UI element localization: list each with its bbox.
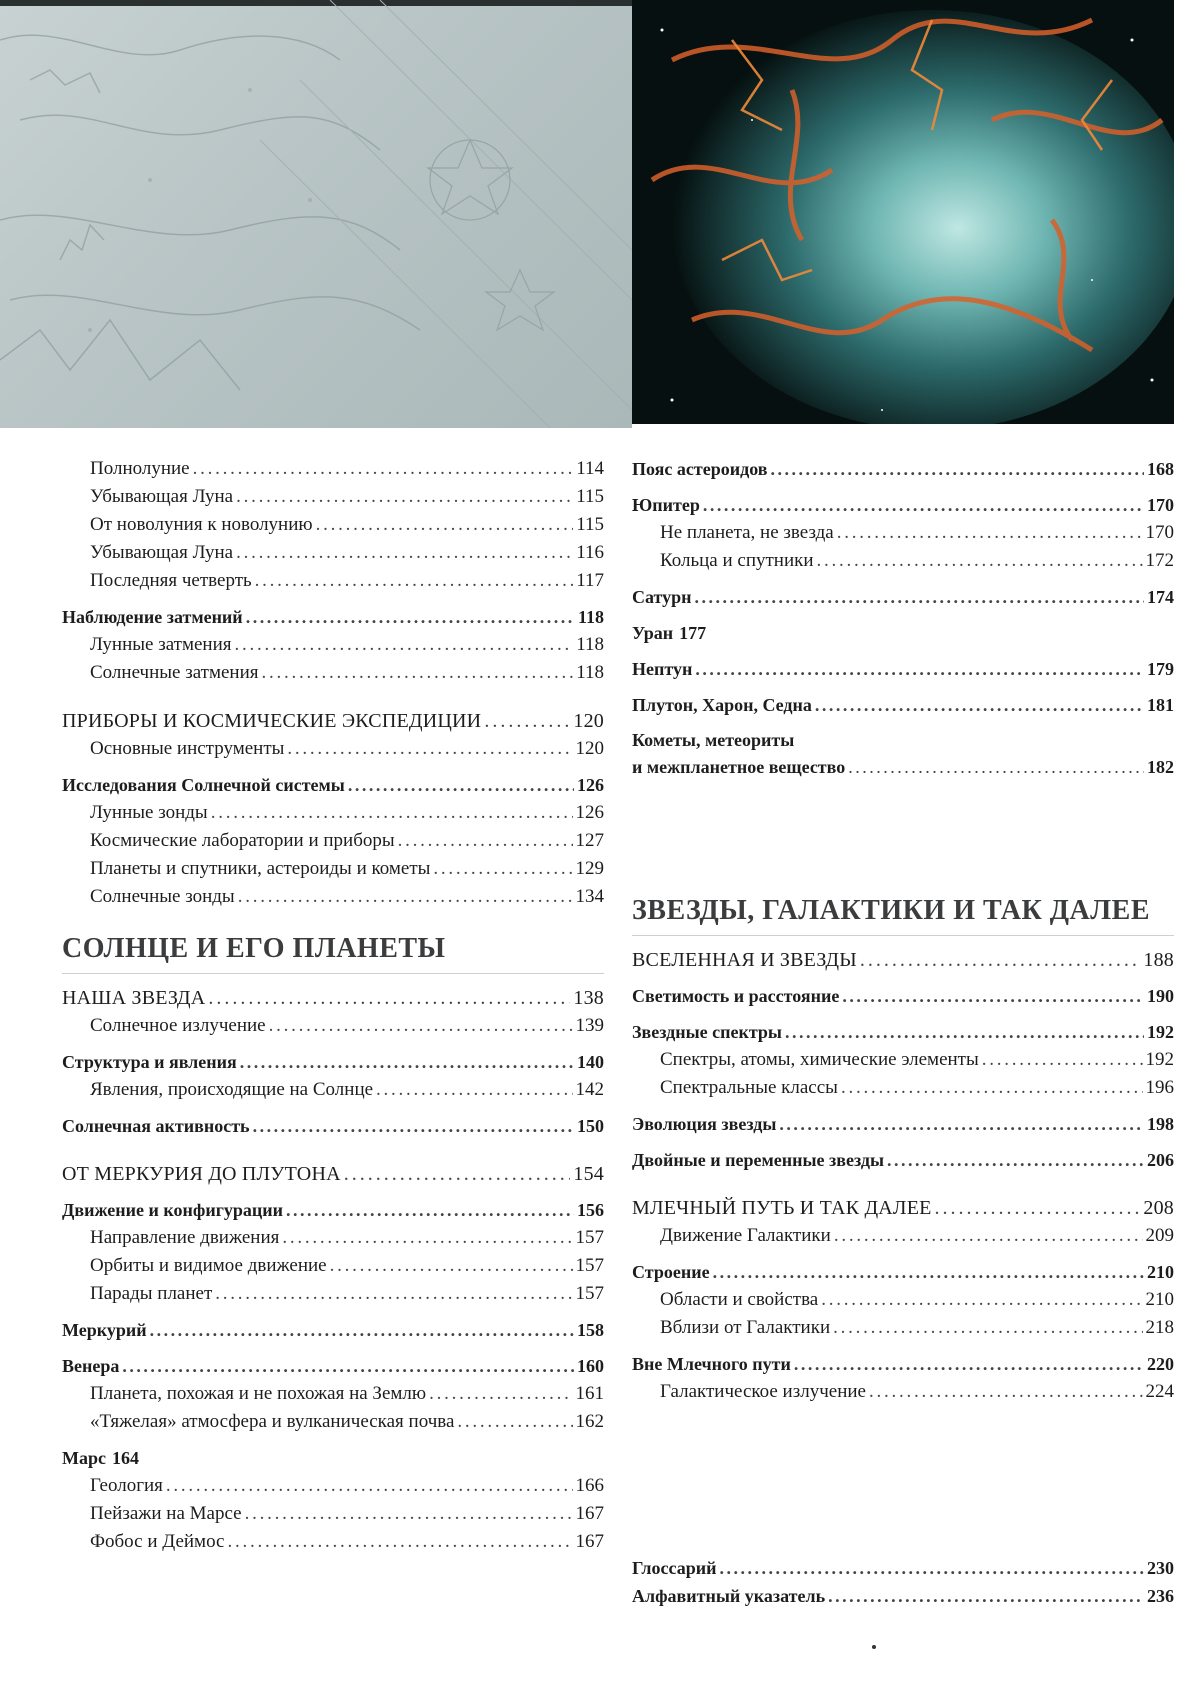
toc-entry[interactable]	[632, 1350, 1174, 1378]
toc-entry-title: Солнечные зонды	[90, 886, 235, 907]
page-number: 182	[1147, 757, 1174, 777]
toc-entry[interactable]	[62, 659, 604, 687]
leader-dots	[282, 1224, 572, 1252]
toc-entry[interactable]	[632, 455, 1174, 483]
page-number: 218	[1145, 1317, 1174, 1338]
leader-dots	[935, 1194, 1141, 1222]
page-number: 179	[1147, 659, 1174, 679]
leader-dots	[398, 827, 573, 855]
toc-entry-title: Движение Галактики	[660, 1225, 831, 1246]
leader-dots	[255, 567, 574, 595]
page-number: 192	[1145, 1049, 1174, 1070]
leader-dots	[348, 771, 574, 799]
toc-entry[interactable]	[62, 483, 604, 511]
page-number: 170	[1145, 522, 1174, 543]
toc-entry-title: Меркурий	[62, 1320, 147, 1340]
toc-entry[interactable]	[632, 583, 1174, 611]
toc-entry[interactable]	[632, 1074, 1174, 1102]
toc-entry-title: ПРИБОРЫ И КОСМИЧЕСКИЕ ЭКСПЕДИЦИИ	[62, 710, 482, 732]
toc-entry-title: Исследования Солнечной системы	[62, 775, 345, 795]
toc-entry[interactable]	[632, 1582, 1174, 1610]
toc-entry[interactable]	[62, 455, 604, 483]
page-number: 139	[575, 1015, 604, 1036]
toc-entry[interactable]	[632, 1222, 1174, 1250]
leader-dots	[982, 1046, 1143, 1074]
leader-dots	[695, 583, 1144, 611]
toc-entry-title: Движение и конфигурации	[62, 1200, 284, 1220]
toc-entries-continued	[62, 455, 604, 911]
page-number: 117	[576, 570, 604, 591]
page-number: 126	[575, 802, 604, 823]
toc-entry-title: Полнолуние	[90, 458, 190, 479]
toc-entry-title: Направление движения	[90, 1227, 280, 1248]
toc-entry-title: Нептун	[632, 659, 693, 679]
leader-dots	[841, 1074, 1143, 1102]
leader-dots	[817, 547, 1143, 575]
toc-entry-title: Эволюция звезды	[632, 1114, 777, 1134]
toc-entry-title: Фобос и Деймос	[90, 1531, 225, 1552]
toc-entry-title: Строение	[632, 1262, 710, 1282]
toc-entry[interactable]	[62, 1048, 604, 1076]
leader-dots	[253, 1112, 574, 1140]
page-number: 210	[1145, 1289, 1174, 1310]
toc-entry-title: Двойные и переменные звезды	[632, 1150, 885, 1170]
toc-entry-title: Юпитер	[632, 495, 700, 515]
toc-entry[interactable]	[632, 691, 1174, 719]
toc-entry-title: Вне Млечного пути	[632, 1354, 791, 1374]
toc-entry[interactable]	[62, 827, 604, 855]
page-number: 156	[577, 1200, 604, 1220]
leader-dots	[848, 753, 1144, 781]
page-number: 118	[577, 607, 604, 627]
leader-dots	[227, 1528, 572, 1556]
leader-dots	[122, 1352, 574, 1380]
leader-dots	[286, 1196, 574, 1224]
toc-entry-title: Лунные зонды	[90, 802, 208, 823]
toc-entry-title: Спектральные классы	[660, 1077, 838, 1098]
toc-entry[interactable]	[62, 855, 604, 883]
page-number: 188	[1143, 949, 1174, 971]
page-number: 129	[575, 858, 604, 879]
toc-entry-title: Вблизи от Галактики	[660, 1317, 831, 1338]
toc-entry-title: Марс	[62, 1448, 106, 1468]
page-number: 208	[1143, 1197, 1174, 1219]
leader-dots	[376, 1076, 572, 1104]
toc-entry[interactable]	[632, 655, 1174, 683]
toc-entry[interactable]	[62, 1408, 604, 1436]
leader-dots	[828, 1582, 1144, 1610]
leader-dots	[150, 1316, 574, 1344]
leader-dots	[860, 946, 1141, 974]
page-number: 162	[575, 1411, 604, 1432]
page-number: 236	[1147, 1586, 1174, 1606]
leader-dots	[215, 1280, 572, 1308]
toc-entry[interactable]	[62, 539, 604, 567]
toc-entries-sun	[62, 984, 604, 1556]
leader-dots	[785, 1018, 1144, 1046]
toc-entry[interactable]	[632, 946, 1174, 974]
toc-entry-title: Убывающая Луна	[90, 486, 234, 507]
leader-dots	[193, 455, 574, 483]
toc-entry-title: Планета, похожая и не похожая на Землю	[90, 1383, 427, 1404]
leader-dots	[887, 1146, 1144, 1174]
toc-entry[interactable]	[632, 619, 1174, 647]
toc-entry[interactable]	[62, 511, 604, 539]
page-number: 118	[576, 662, 604, 683]
toc-entry-title: Орбиты и видимое движение	[90, 1255, 327, 1276]
leader-dots	[240, 1048, 574, 1076]
leader-dots	[869, 1378, 1143, 1406]
page-number: 190	[1147, 986, 1174, 1006]
toc-entry[interactable]	[62, 1528, 604, 1556]
toc-entry[interactable]	[632, 1286, 1174, 1314]
page-number: 138	[573, 987, 604, 1009]
leader-dots	[262, 659, 574, 687]
toc-entry[interactable]	[632, 1018, 1174, 1046]
toc-entry[interactable]	[62, 1380, 604, 1408]
toc-entry-title: Сатурн	[632, 587, 692, 607]
toc-entry-title: МЛЕЧНЫЙ ПУТЬ И ТАК ДАЛЕЕ	[632, 1197, 932, 1219]
page-number: 154	[573, 1163, 604, 1185]
section-title-sun: СОЛНЦЕ И ЕГО ПЛАНЕТЫ	[62, 931, 604, 974]
page-number: 126	[577, 775, 604, 795]
toc-entry[interactable]	[632, 491, 1174, 519]
old-map-illustration	[0, 0, 632, 428]
toc-entry[interactable]	[632, 982, 1174, 1010]
page-number: 115	[576, 514, 604, 535]
leader-dots	[166, 1472, 573, 1500]
toc-entry-title: Плутон, Харон, Седна	[632, 695, 812, 715]
toc-entry[interactable]	[62, 707, 604, 735]
toc-entry[interactable]	[632, 1146, 1174, 1174]
toc-entry[interactable]	[62, 1280, 604, 1308]
toc-entry-title: Спектры, атомы, химические элементы	[660, 1049, 979, 1070]
leader-dots	[245, 1500, 573, 1528]
toc-entry-title: Венера	[62, 1356, 120, 1376]
toc-entry[interactable]	[62, 984, 604, 1012]
toc-entry-title: НАША ЗВЕЗДА	[62, 987, 206, 1009]
page-number: 168	[1147, 459, 1174, 479]
leader-dots	[703, 491, 1144, 519]
toc-entry-title: Лунные затмения	[90, 634, 232, 655]
page-number: 157	[575, 1227, 604, 1248]
page-number: 134	[575, 886, 604, 907]
toc-right-column	[632, 455, 1174, 1610]
toc-entry-comets-line2: и межпланетное вещество	[632, 757, 846, 777]
toc-entry[interactable]	[62, 1112, 604, 1140]
toc-entries-planets	[632, 455, 1174, 719]
page-number: 192	[1147, 1022, 1174, 1042]
leader-dots	[842, 982, 1144, 1010]
page-number: 157	[575, 1255, 604, 1276]
page-number: 224	[1145, 1381, 1174, 1402]
page-number: 196	[1145, 1077, 1174, 1098]
page-number: 120	[575, 738, 604, 759]
toc-entry-title: Структура и явления	[62, 1052, 237, 1072]
page-number: 157	[575, 1283, 604, 1304]
toc-entry[interactable]	[62, 1472, 604, 1500]
leader-dots	[246, 603, 575, 631]
page-number: 220	[1147, 1354, 1174, 1374]
toc-entry[interactable]	[62, 1444, 604, 1472]
page-number: 209	[1145, 1225, 1174, 1246]
page-number: 127	[575, 830, 604, 851]
toc-entry-title: Глоссарий	[632, 1558, 717, 1578]
leader-dots	[344, 1160, 571, 1188]
toc-entry[interactable]	[632, 519, 1174, 547]
page-number: 181	[1147, 695, 1174, 715]
toc-entry-title: Светимость и расстояние	[632, 986, 840, 1006]
toc-entry-title: Солнечные затмения	[90, 662, 259, 683]
toc-entry-title: Галактическое излучение	[660, 1381, 866, 1402]
page-number: 172	[1145, 550, 1174, 571]
toc-entry-title: Не планета, не звезда	[660, 522, 834, 543]
toc-entry[interactable]	[632, 1258, 1174, 1286]
page-number: 174	[1147, 587, 1174, 607]
page-number: 177	[679, 623, 707, 643]
page-number: 166	[575, 1475, 604, 1496]
toc-entry[interactable]	[632, 1378, 1174, 1406]
toc-entry[interactable]	[62, 631, 604, 659]
leader-dots	[779, 1110, 1144, 1138]
toc-entry-title: Планеты и спутники, астероиды и кометы	[90, 858, 431, 879]
toc-entry[interactable]	[62, 1012, 604, 1040]
toc-entry-title: Явления, происходящие на Солнце	[90, 1079, 374, 1100]
toc-entry[interactable]	[62, 1252, 604, 1280]
toc-entry[interactable]	[632, 1314, 1174, 1342]
page-number: 167	[575, 1503, 604, 1524]
toc-entry-title: Космические лаборатории и приборы	[90, 830, 395, 851]
toc-entry[interactable]	[62, 1224, 604, 1252]
page-number: 115	[576, 486, 604, 507]
page-number: 210	[1147, 1262, 1174, 1282]
leader-dots	[316, 511, 574, 539]
page-number: 160	[577, 1356, 604, 1376]
page-mark-dot	[872, 1645, 876, 1649]
leader-dots	[719, 1554, 1144, 1582]
page-number: 198	[1147, 1114, 1174, 1134]
toc-entry-title: Геология	[90, 1475, 163, 1496]
toc-entry[interactable]	[62, 883, 604, 911]
toc-entry[interactable]	[632, 1554, 1174, 1582]
toc-entry[interactable]	[62, 1196, 604, 1224]
toc-entry-comets-line1: Кометы, метеориты	[632, 730, 795, 750]
leader-dots	[815, 691, 1144, 719]
toc-entry-title: Пояс астероидов	[632, 459, 768, 479]
toc-entry[interactable]	[632, 1046, 1174, 1074]
toc-entry[interactable]	[62, 1076, 604, 1104]
toc-entry-title: Области и свойства	[660, 1289, 819, 1310]
toc-entry[interactable]	[62, 1500, 604, 1528]
page-number: 150	[577, 1116, 604, 1136]
leader-dots	[238, 883, 573, 911]
toc-entry-title: Убывающая Луна	[90, 542, 234, 563]
leader-dots	[211, 799, 573, 827]
toc-entry[interactable]	[62, 1316, 604, 1344]
leader-dots	[287, 735, 572, 763]
toc-left-column	[62, 455, 604, 1556]
toc-entry-title: Уран	[632, 623, 674, 643]
leader-dots	[234, 631, 573, 659]
page-number: 114	[576, 458, 604, 479]
page-number: 161	[575, 1383, 604, 1404]
leader-dots	[236, 539, 573, 567]
toc-entry-title: Пейзажи на Марсе	[90, 1503, 242, 1524]
leader-dots	[834, 1222, 1143, 1250]
page-number: 170	[1147, 495, 1174, 515]
toc-entry-title: Кольца и спутники	[660, 550, 814, 571]
toc-entry-title: Парады планет	[90, 1283, 213, 1304]
leader-dots	[821, 1286, 1142, 1314]
page-number: 206	[1147, 1150, 1174, 1170]
toc-entry-title: Последняя четверть	[90, 570, 252, 591]
toc-entry-title: Звездные спектры	[632, 1022, 782, 1042]
leader-dots	[695, 655, 1144, 683]
page-number: 116	[576, 542, 604, 563]
leader-dots	[770, 455, 1144, 483]
crab-nebula-photo	[632, 0, 1174, 424]
page-number: 167	[575, 1531, 604, 1552]
toc-entry-title: От новолуния к новолунию	[90, 514, 313, 535]
header-artwork	[0, 0, 1200, 428]
toc-back-matter	[632, 1554, 1174, 1610]
toc-entry-title: ВСЕЛЕННАЯ И ЗВЕЗДЫ	[632, 949, 857, 971]
page-number: 158	[577, 1320, 604, 1340]
leader-dots	[794, 1350, 1144, 1378]
leader-dots	[429, 1380, 572, 1408]
toc-entry[interactable]	[62, 567, 604, 595]
leader-dots	[433, 855, 572, 883]
leader-dots	[833, 1314, 1142, 1342]
toc-entry[interactable]	[62, 1160, 604, 1188]
section-title-stars: ЗВЕЗДЫ, ГАЛАКТИКИ И ТАК ДАЛЕЕ	[632, 893, 1174, 936]
leader-dots	[330, 1252, 573, 1280]
toc-entry-title: Солнечное излучение	[90, 1015, 266, 1036]
toc-entry-title: «Тяжелая» атмосфера и вулканическая почва	[90, 1411, 455, 1432]
toc-entry[interactable]	[62, 771, 604, 799]
page-number: 142	[575, 1079, 604, 1100]
leader-dots	[484, 707, 570, 735]
leader-dots	[269, 1012, 573, 1040]
page-number: 118	[576, 634, 604, 655]
page-number: 140	[577, 1052, 604, 1072]
toc-entry[interactable]	[62, 735, 604, 763]
toc-entry-title: ОТ МЕРКУРИЯ ДО ПЛУТОНА	[62, 1163, 341, 1185]
leader-dots	[713, 1258, 1144, 1286]
toc-entry[interactable]	[62, 1352, 604, 1380]
toc-entry-title: Алфавитный указатель	[632, 1586, 826, 1606]
toc-entry[interactable]	[632, 1110, 1174, 1138]
toc-entry-title: Солнечная активность	[62, 1116, 250, 1136]
toc-entry[interactable]	[62, 603, 604, 631]
page-number: 230	[1147, 1558, 1174, 1578]
toc-entry[interactable]	[632, 547, 1174, 575]
leader-dots	[457, 1408, 572, 1436]
leader-dots	[208, 984, 570, 1012]
toc-entry[interactable]	[632, 1194, 1174, 1222]
toc-entries-stars	[632, 946, 1174, 1406]
page-number: 164	[112, 1448, 139, 1468]
toc-entry[interactable]	[62, 799, 604, 827]
page-number: 120	[573, 710, 604, 732]
toc-entry-comets[interactable]	[632, 727, 1174, 781]
leader-dots	[236, 483, 573, 511]
leader-dots	[837, 519, 1143, 547]
toc-entry-title: Наблюдение затмений	[62, 607, 243, 627]
toc-entry-title: Основные инструменты	[90, 738, 285, 759]
